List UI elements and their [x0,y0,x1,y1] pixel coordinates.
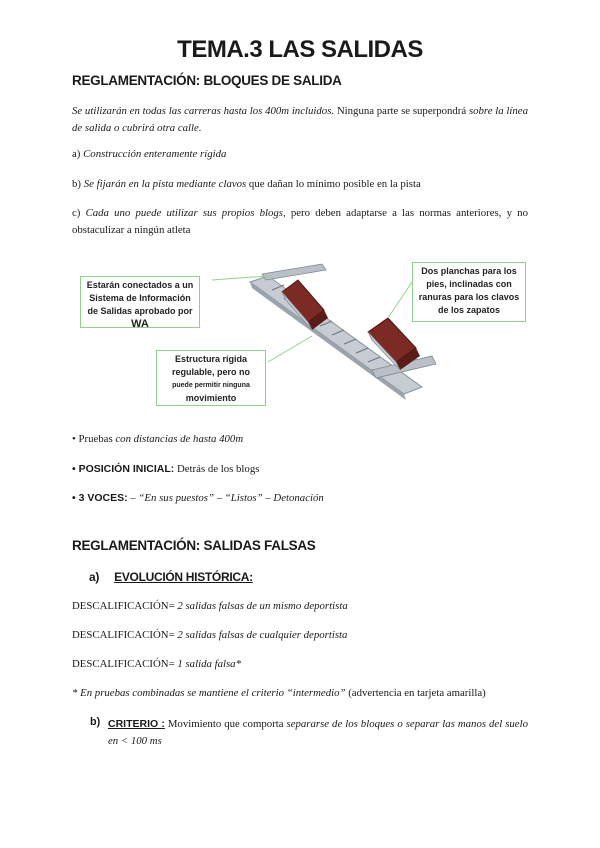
callout-right-line-3: ranuras para los clavos [418,292,520,302]
callout-bottom-last: movimiento [185,393,237,403]
section-heading-starting-blocks: REGLAMENTACIÓN: BLOQUES DE SALIDA [72,73,342,88]
criterion-paragraph [108,716,528,750]
bullet-1-italic: con distancias de hasta 400m [115,433,244,445]
rule-a-label: a) [72,148,84,160]
callout-right-line-1: Dos planchas para los [421,266,517,276]
rule-c-normal: pero deben adaptarse a las normas anteriores, y no obstaculizar a ningún atleta [72,207,528,236]
callout-left-wa: WA [131,318,149,330]
intro-italic-1: Se utilizarán en todas las carreras hasta los 400m incluidos. [72,105,335,117]
rule-a-text: Construcción enteramente rígida [83,148,227,160]
bullet-3-bold: • 3 VOCES: [72,492,128,504]
disqualification-rule-3 [72,658,528,670]
disqualification-rule-2 [72,629,528,641]
d1-label: DESCALIFICACIÓN= [72,600,178,612]
rule-c-italic: Cada uno puede utilizar sus propios blogs, [85,207,286,219]
callout-bottom-tiny: puede permitir ninguna [172,382,250,389]
bullet-1-normal: • Pruebas [72,433,116,445]
disqualification-rule-1 [72,600,528,612]
bullet-3-italic: – “En sus puestos” – “Listos” – Detonación [127,492,324,504]
callout-bottom-line-1: Estructura rígida [174,354,248,364]
callout-left-line-3: de Salidas aprobado por [87,306,193,316]
bullet-2-normal: Detrás de los blogs [174,463,260,475]
rule-a [72,146,528,163]
d2-label: DESCALIFICACIÓN= [72,629,178,641]
callout-left-line-1: Estarán conectados a un [86,280,194,290]
d2-text: 2 salidas falsas de cualquier deportista [177,629,348,641]
bullet-initial-position [72,463,528,475]
rule-b-italic: Se fijarán en la pista mediante clavos [83,178,247,190]
intro-italic-2: sobre la línea de salida o cubrirá otra calle. [72,105,528,134]
section-heading-false-starts: REGLAMENTACIÓN: SALIDAS FALSAS [72,538,316,553]
subheading-historical [89,570,253,584]
page-title: TEMA.3 LAS SALIDAS [177,36,423,63]
subheading-a-text: EVOLUCIÓN HISTÓRICA: [114,570,253,584]
callout-right-line-4: de los zapatos [437,305,500,315]
rule-b [72,176,528,193]
bullet-distances [72,433,528,445]
criterion-title: CRITERIO : [108,718,165,730]
callout-rigid-structure [156,350,266,406]
rule-b-label: b) [72,178,84,190]
note-normal: (advertencia en tarjeta amarilla) [345,687,486,699]
bullet-three-voices [72,492,528,504]
subheading-b-label: b) [90,716,101,728]
d3-text: 1 salida falsa* [177,658,241,670]
subheading-a-label: a) [89,570,100,584]
rule-b-normal: que dañan lo mínimo posible en la pista [246,178,421,190]
rule-c [72,205,528,239]
bullet-2-bold: • POSICIÓN INICIAL: [72,463,175,475]
criterion-normal: Movimiento que comporta [164,718,287,730]
callout-left-line-2: Sistema de Información [89,293,191,303]
d1-text: 2 salidas falsas de un mismo deportista [177,600,348,612]
d3-label: DESCALIFICACIÓN= [72,658,178,670]
rule-c-label: c) [72,207,86,219]
combined-events-note [72,687,528,699]
criterion-italic: separarse de los bloques o separar las manos del suelo en < 100 ms [108,718,528,747]
callout-foot-plates [412,262,526,322]
note-italic: * En pruebas combinadas se mantiene el criterio “intermedio” [72,687,346,699]
callout-bottom-line-2: regulable, pero no [171,367,250,377]
callout-information-system [80,276,200,328]
intro-paragraph [72,103,528,137]
callout-right-line-2: pies, inclinadas con [426,279,512,289]
intro-normal: Ninguna parte se superpondrá [334,105,469,117]
